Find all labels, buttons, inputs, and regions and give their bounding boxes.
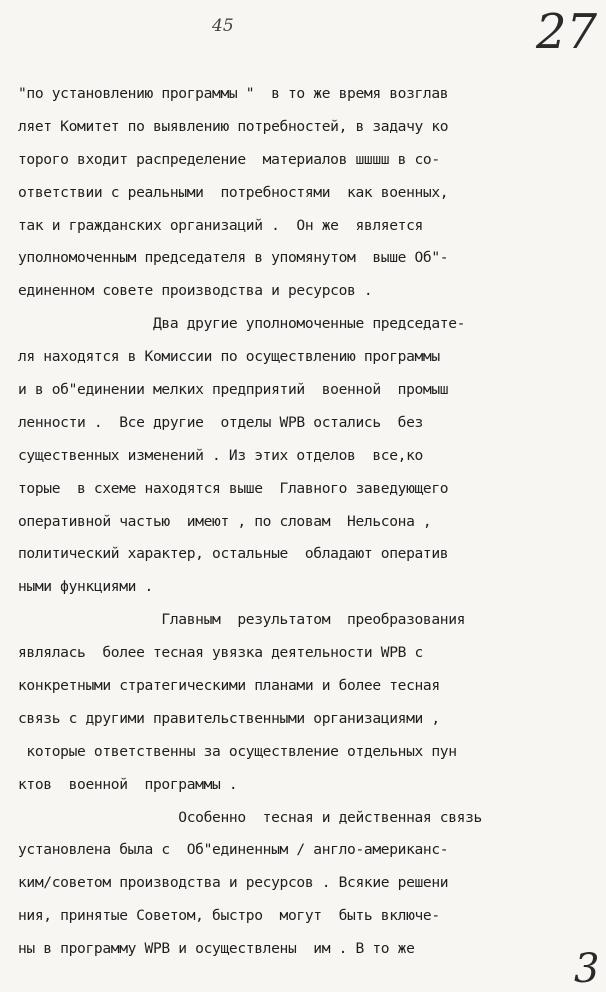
text-line: ны в программу WPB и осуществлены им . В то же bbox=[18, 940, 415, 958]
text-line: и в об"единении мелких предприятий военной промыш bbox=[18, 381, 449, 399]
text-line: Два другие уполномоченные председате- bbox=[18, 315, 466, 333]
text-line: являлась более тесная увязка деятельности WPB с bbox=[18, 644, 423, 662]
folio-number-top-right: 27 bbox=[536, 4, 598, 60]
text-line: ктов военной программы . bbox=[18, 775, 238, 793]
text-line: которые ответственны за осуществление отдельных пун bbox=[18, 742, 457, 760]
text-line: ными функциями . bbox=[18, 578, 153, 596]
body-text bbox=[18, 78, 590, 966]
text-line: политический характер, остальные обладают оператив bbox=[18, 545, 449, 563]
text-line: так и гражданских организаций . Он же является bbox=[18, 216, 423, 234]
text-line: существенных изменений . Из этих отделов все,ко bbox=[18, 446, 423, 464]
text-line: торого входит распределение материалов шшшш в со- bbox=[18, 150, 440, 168]
folio-number-bottom-right: 3 bbox=[574, 946, 600, 992]
text-line: "по установлению программы " в то же время возглав bbox=[18, 85, 449, 102]
text-line: ленности . Все другие отделы WPB остались без bbox=[18, 413, 423, 431]
text-line: ля находятся в Комиссии по осуществлению программы bbox=[18, 348, 440, 366]
text-line: единенном совете производства и ресурсов . bbox=[18, 282, 373, 300]
text-line: уполномоченным председателя в упомянутом выше Об"- bbox=[18, 249, 449, 267]
text-line: Особенно тесная и действенная связь bbox=[18, 808, 482, 826]
text-line: установлена была с Об"единенным / англо-американс- bbox=[18, 841, 449, 859]
text-line: ляет Комитет по выявлению потребностей, в задачу ко bbox=[18, 117, 449, 135]
text-line: ния, принятые Советом, быстро могут быть включе- bbox=[18, 907, 440, 925]
text-line: Главным результатом преобразования bbox=[18, 611, 466, 629]
text-line: торые в схеме находятся выше Главного заведующего bbox=[18, 479, 449, 497]
page-number-top: 45 bbox=[212, 16, 234, 36]
text-line: ответствии с реальными потребностями как военных, bbox=[18, 183, 449, 201]
text-line: связь с другими правительственными организациями , bbox=[18, 709, 440, 727]
text-line: ким/советом производства и ресурсов . Всякие решени bbox=[18, 874, 449, 892]
text-line: конкретными стратегическими планами и более тесная bbox=[18, 677, 440, 695]
text-line: оперативной частью имеют , по словам Нельсона , bbox=[18, 512, 432, 530]
